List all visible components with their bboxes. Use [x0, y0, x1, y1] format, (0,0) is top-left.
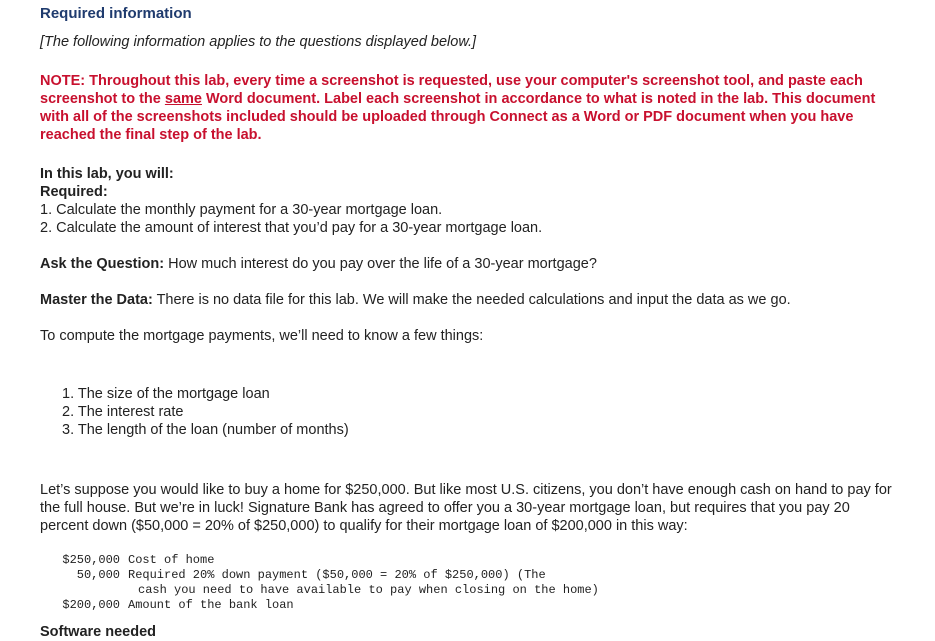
calc-row [56, 598, 900, 613]
calc-description-continued: cash you need to have available to pay when closing on the home) [138, 583, 599, 597]
calc-row-continuation [56, 583, 900, 598]
list-item: 2. The interest rate [62, 404, 184, 420]
compute-intro: To compute the mortgage payments, we’ll need to know a few things: [40, 328, 484, 344]
ask-question-label: Ask the Question: [40, 256, 165, 272]
note-underlined-word: same [164, 91, 202, 107]
list-item: 3. The length of the loan (number of months) [62, 422, 349, 438]
note-text-before: NOTE: Throughout this lab, every time a screenshot is requested, use your computer's screenshot tool, and paste each screenshot to the [40, 73, 863, 107]
calc-description: Required 20% down payment ($50,000 = 20% of $250,000) (The [128, 568, 546, 582]
calc-row [56, 553, 900, 568]
lab-objectives [40, 165, 900, 237]
scenario-paragraph: Let’s suppose you would like to buy a home for $250,000. But like most U.S. citizens, you don’t have enough cash on hand to pay for the full house. But we’re in luck! Signature Bank has agreed to offer you a 30-year mortgage loan, but requires that you pay 20 percent down ($50,000 = 20% of $250,000) to qualify for their mortgage loan of $200,000 in this way: [40, 482, 892, 534]
calc-description: Amount of the bank loan [128, 598, 294, 612]
lab-heading: In this lab, you will: [40, 166, 174, 182]
loan-calculation [56, 553, 900, 613]
objective-item: 2. Calculate the amount of interest that you’d pay for a 30-year mortgage loan. [40, 220, 543, 236]
note-paragraph [40, 72, 900, 144]
calc-row [56, 568, 900, 583]
calc-amount: $200,000 [62, 598, 120, 612]
software-heading: Software needed [40, 624, 157, 640]
requirements-list [62, 385, 900, 439]
page-title: Required information [40, 5, 192, 22]
objective-item: 1. Calculate the monthly payment for a 30-year mortgage loan. [40, 202, 443, 218]
document-body [40, 5, 900, 641]
calc-amount: $250,000 [62, 553, 120, 567]
calc-amount: 50,000 [76, 568, 120, 582]
ask-question-text: How much interest do you pay over the life of a 30-year mortgage? [164, 256, 597, 272]
master-data-paragraph [40, 291, 900, 309]
note-text-after: Word document. Label each screenshot in accordance to what is noted in the lab. This document with all of the screenshots included should be uploaded through Connect as a Word or PDF document when you have reached the final step of the lab. [40, 91, 876, 143]
calc-description: Cost of home [128, 553, 215, 567]
intro-text: [The following information applies to the questions displayed below.] [40, 34, 477, 50]
ask-question-paragraph [40, 255, 900, 273]
master-data-text: There is no data file for this lab. We will make the needed calculations and input the data as we go. [152, 292, 791, 308]
list-item: 1. The size of the mortgage loan [62, 386, 270, 402]
master-data-label: Master the Data: [40, 292, 153, 308]
required-label: Required: [40, 184, 108, 200]
